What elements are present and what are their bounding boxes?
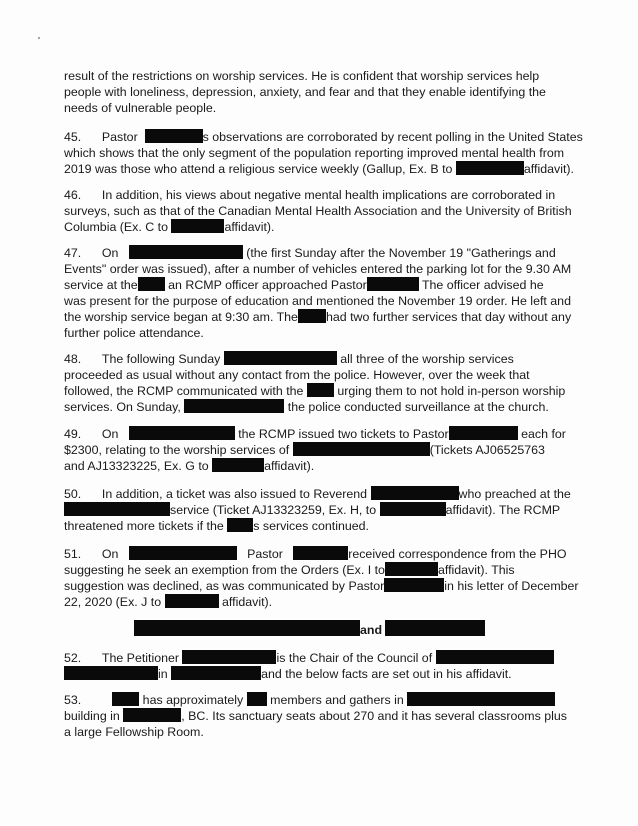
paragraph-47-line-1: 47. On (the first Sunday after the November 19 "Gatherings and bbox=[64, 246, 556, 260]
redaction-bar bbox=[247, 692, 267, 706]
redaction-bar bbox=[184, 399, 284, 413]
paragraph-49-line-1: 49. On the RCMP issued two tickets to Pastor each for bbox=[64, 427, 566, 441]
redaction-bar bbox=[371, 486, 459, 500]
text-line: result of the restrictions on worship services. He is confident that worship services help bbox=[64, 69, 540, 83]
paragraph-53-line-1: 53. has approximately members and gathers in bbox=[64, 692, 555, 708]
paragraph-46-line-2: surveys, such as that of the Canadian Mental Health Association and the University of British bbox=[64, 204, 572, 218]
redaction-bar bbox=[171, 666, 261, 680]
redaction-bar bbox=[138, 277, 165, 291]
paragraph-49-line-2: $2300, relating to the worship services of (Tickets AJ06525763 bbox=[64, 443, 545, 457]
redaction-bar bbox=[385, 620, 485, 636]
redaction-bar bbox=[384, 578, 444, 592]
redaction-bar bbox=[449, 426, 518, 440]
paragraph-number: 51. bbox=[64, 547, 82, 561]
paragraph-48-line-4: services. On Sunday, the police conducted surveillance at the church. bbox=[64, 400, 549, 414]
paragraph-53-line-3: a large Fellowship Room. bbox=[64, 725, 204, 739]
redaction-bar bbox=[123, 708, 181, 722]
paragraph-number: 50. bbox=[64, 487, 82, 501]
redaction-bar bbox=[293, 546, 348, 560]
paragraph-46-line-1: 46. In addition, his views about negative mental health implications are corroborated in bbox=[64, 188, 556, 202]
paragraph-46-line-3: Columbia (Ex. C to affidavit). bbox=[64, 220, 275, 234]
redaction-bar bbox=[134, 620, 360, 636]
redaction-bar bbox=[212, 458, 264, 472]
paragraph-number: 48. bbox=[64, 352, 82, 366]
paragraph-48-line-3: followed, the RCMP communicated with the urging them to not hold in-person worship bbox=[64, 384, 566, 398]
paragraph-51-line-2: suggesting he seek an exemption from the Orders (Ex. I to affidavit). This bbox=[64, 563, 515, 577]
redaction-bar bbox=[407, 692, 555, 706]
paragraph-number: 46. bbox=[64, 188, 82, 202]
paragraph-48-line-1: 48. The following Sunday all three of the worship services bbox=[64, 352, 514, 366]
redaction-bar bbox=[380, 502, 446, 516]
scan-speck bbox=[38, 37, 40, 39]
redaction-bar bbox=[227, 518, 253, 532]
redaction-bar bbox=[385, 562, 438, 576]
redaction-bar bbox=[171, 219, 224, 233]
paragraph-51-line-1: 51. On Pastor received correspondence from the PHO bbox=[64, 547, 567, 561]
redaction-bar bbox=[165, 594, 219, 608]
redaction-bar bbox=[298, 309, 326, 323]
paragraph-45-line-3: 2019 was those who attend a religious service weekly (Gallup, Ex. B to affidavit). bbox=[64, 162, 574, 176]
redaction-bar bbox=[456, 161, 524, 175]
section-heading: and bbox=[134, 620, 485, 636]
paragraph-number: 47. bbox=[64, 246, 82, 260]
paragraph-number: 53. bbox=[64, 693, 82, 707]
paragraph-number: 52. bbox=[64, 651, 82, 665]
redaction-bar bbox=[182, 650, 276, 664]
redaction-bar bbox=[129, 546, 237, 560]
paragraph-50-line-1: 50. In addition, a ticket was also issued to Reverend who preached at the bbox=[64, 487, 571, 501]
redaction-bar bbox=[112, 692, 139, 706]
redaction-bar bbox=[129, 245, 243, 259]
paragraph-51-line-3: suggestion was declined, as was communicated by Pastor in his letter of December bbox=[64, 579, 579, 593]
paragraph-45-line-2: which shows that the only segment of the population reporting improved mental health from bbox=[64, 146, 565, 160]
paragraph-53-line-2: building in , BC. Its sanctuary seats about 270 and it has several classrooms plus bbox=[64, 709, 567, 723]
redaction-bar bbox=[293, 442, 430, 456]
paragraph-45-line-1: 45. Pastor s observations are corroborated by recent polling in the United States bbox=[64, 130, 583, 144]
redaction-bar bbox=[307, 383, 334, 397]
paragraph-47-line-2: Events" order was issued), after a number of vehicles entered the parking lot for the 9.30 AM bbox=[64, 262, 572, 276]
paragraph-52-line-1: 52. The Petitioner is the Chair of the Council of bbox=[64, 650, 554, 666]
paragraph-47-line-5: the worship service began at 9:30 am. The had two further services that day without any bbox=[64, 310, 572, 324]
text-line: needs of vulnerable people. bbox=[64, 101, 217, 115]
paragraph-47-line-4: was present for the purpose of education and mentioned the November 19 order. He left and bbox=[64, 294, 571, 308]
text-line: people with loneliness, depression, anxiety, and fear and that they enable identifying the bbox=[64, 85, 546, 99]
redaction-bar bbox=[129, 426, 235, 440]
paragraph-number: 49. bbox=[64, 427, 82, 441]
paragraph-number: 45. bbox=[64, 130, 82, 144]
paragraph-49-line-3: and AJ13323225, Ex. G to affidavit). bbox=[64, 459, 315, 473]
paragraph-50-line-2: service (Ticket AJ13323259, Ex. H, to affidavit). The RCMP bbox=[64, 502, 560, 518]
paragraph-52-line-2: in and the below facts are set out in his affidavit. bbox=[64, 666, 512, 682]
redaction-bar bbox=[64, 502, 170, 516]
redaction-bar bbox=[436, 650, 554, 664]
paragraph-47-line-6: further police attendance. bbox=[64, 326, 204, 340]
redaction-bar bbox=[367, 277, 419, 291]
paragraph-51-line-4: 22, 2020 (Ex. J to affidavit). bbox=[64, 595, 273, 609]
redaction-bar bbox=[64, 666, 158, 680]
redaction-bar bbox=[224, 351, 337, 365]
redaction-bar bbox=[145, 129, 203, 143]
paragraph-50-line-3: threatened more tickets if the s services continued. bbox=[64, 519, 369, 533]
paragraph-47-line-3: service at the an RCMP officer approached Pastor The officer advised he bbox=[64, 278, 544, 292]
paragraph-48-line-2: proceeded as usual without any contact from the police. However, over the week that bbox=[64, 368, 530, 382]
